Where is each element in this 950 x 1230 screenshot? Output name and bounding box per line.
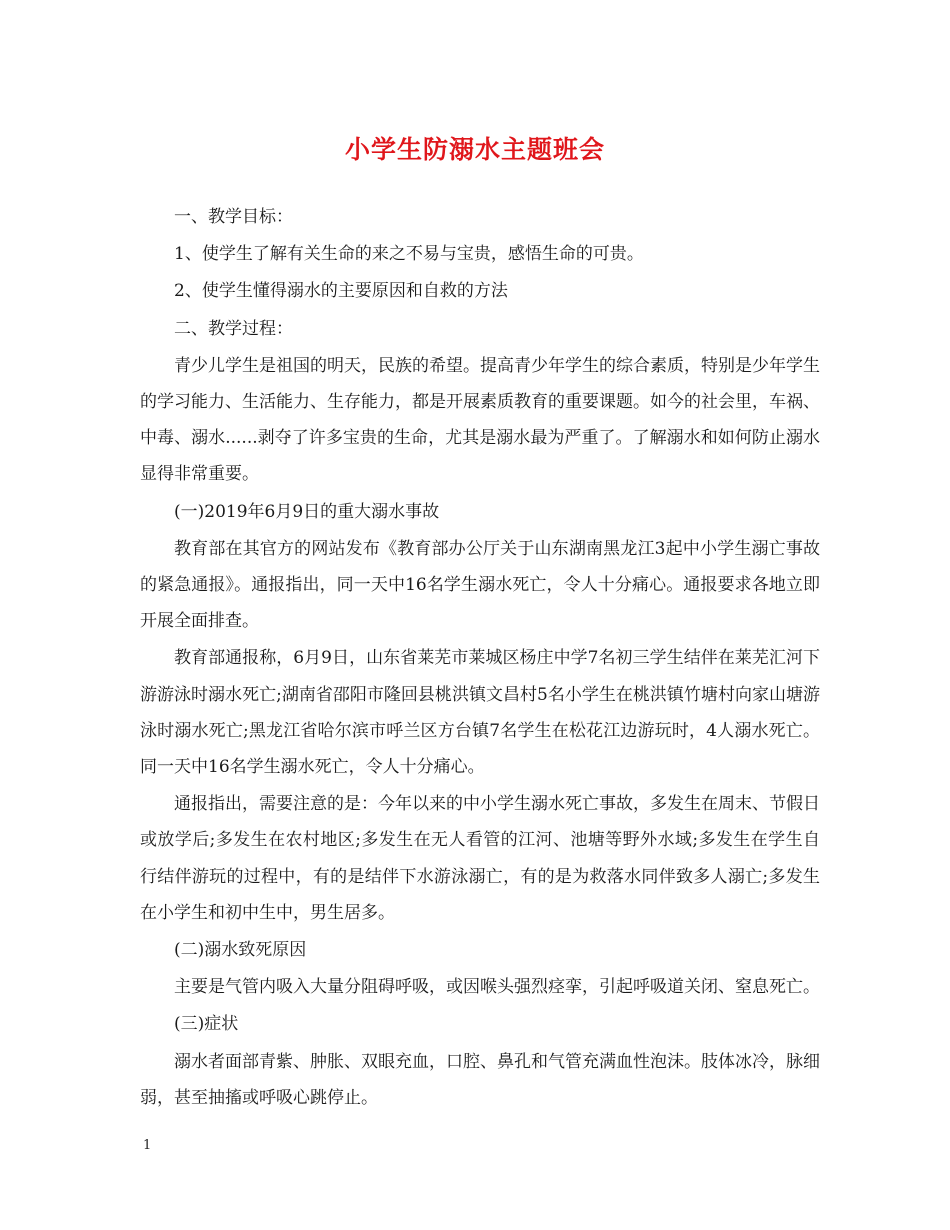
document-body	[140, 199, 820, 1117]
paragraph-section-2-heading: (二)溺水致死原因	[174, 940, 307, 961]
paragraph-notice-release: 教育部在其官方的网站发布《教育部办公厅关于山东湖南黑龙江3起中小学生溺亡事故的紧急通报》。通报指出，同一天中16名学生溺水死亡，令人十分痛心。通报要求各地立即开展全面排查。	[140, 538, 820, 632]
paragraph-objectives-heading: 一、教学目标：	[174, 207, 293, 227]
paragraph-symptoms: 溺水者面部青紫、肿胀、双眼充血，口腔、鼻孔和气管充满血性泡沫。肢体冰冷，脉细弱，甚至抽搐或呼吸心跳停止。	[140, 1051, 820, 1108]
paragraph-notice-attention: 通报指出，需要注意的是：今年以来的中小学生溺水死亡事故，多发生在周末、节假日或放学后;多发生在农村地区;多发生在无人看管的江河、池塘等野外水域;多发生在学生自行结伴游玩的过程中，有的是结伴下水游泳溺亡，有的是为救落水同伴致多人溺亡;多发生在小学生和初中生中，男生居多。	[140, 794, 820, 923]
page-number: 1	[143, 1138, 152, 1153]
paragraph-cause: 主要是气管内吸入大量分阻碍呼吸，或因喉头强烈痉挛，引起呼吸道关闭、窒息死亡。	[174, 977, 820, 998]
paragraph-section-1-heading: (一)2019年6月9日的重大溺水事故	[174, 501, 440, 522]
paragraph-objective-1: 1、使学生了解有关生命的来之不易与宝贵，感悟生命的可贵。	[174, 244, 644, 265]
paragraph-introduction: 青少儿学生是祖国的明天，民族的希望。提高青少年学生的综合素质，特别是少年学生的学习能力、生活能力、生存能力，都是开展素质教育的重要课题。如今的社会里，车祸、中毒、溺水......剥夺了许多宝贵的生命，尤其是溺水最为严重了。了解溺水和如何防止溺水显得非常重要。	[140, 355, 820, 485]
paragraph-section-3-heading: (三)症状	[174, 1014, 239, 1035]
paragraph-objective-2: 2、使学生懂得溺水的主要原因和自救的方法	[174, 281, 508, 302]
paragraph-notice-details: 教育部通报称，6月9日，山东省莱芜市莱城区杨庄中学7名初三学生结伴在莱芜汇河下游游泳时溺水死亡;湖南省邵阳市隆回县桃洪镇文昌村5名小学生在桃洪镇竹塘村向家山塘游泳时溺水死亡;黑龙江省哈尔滨市呼兰区方台镇7名学生在松花江边游玩时，4人溺水死亡。同一天中16名学生溺水死亡，令人十分痛心。	[140, 648, 820, 778]
paragraph-process-heading: 二、教学过程：	[174, 318, 293, 339]
document-title: 小学生防溺水主题班会	[344, 135, 605, 164]
